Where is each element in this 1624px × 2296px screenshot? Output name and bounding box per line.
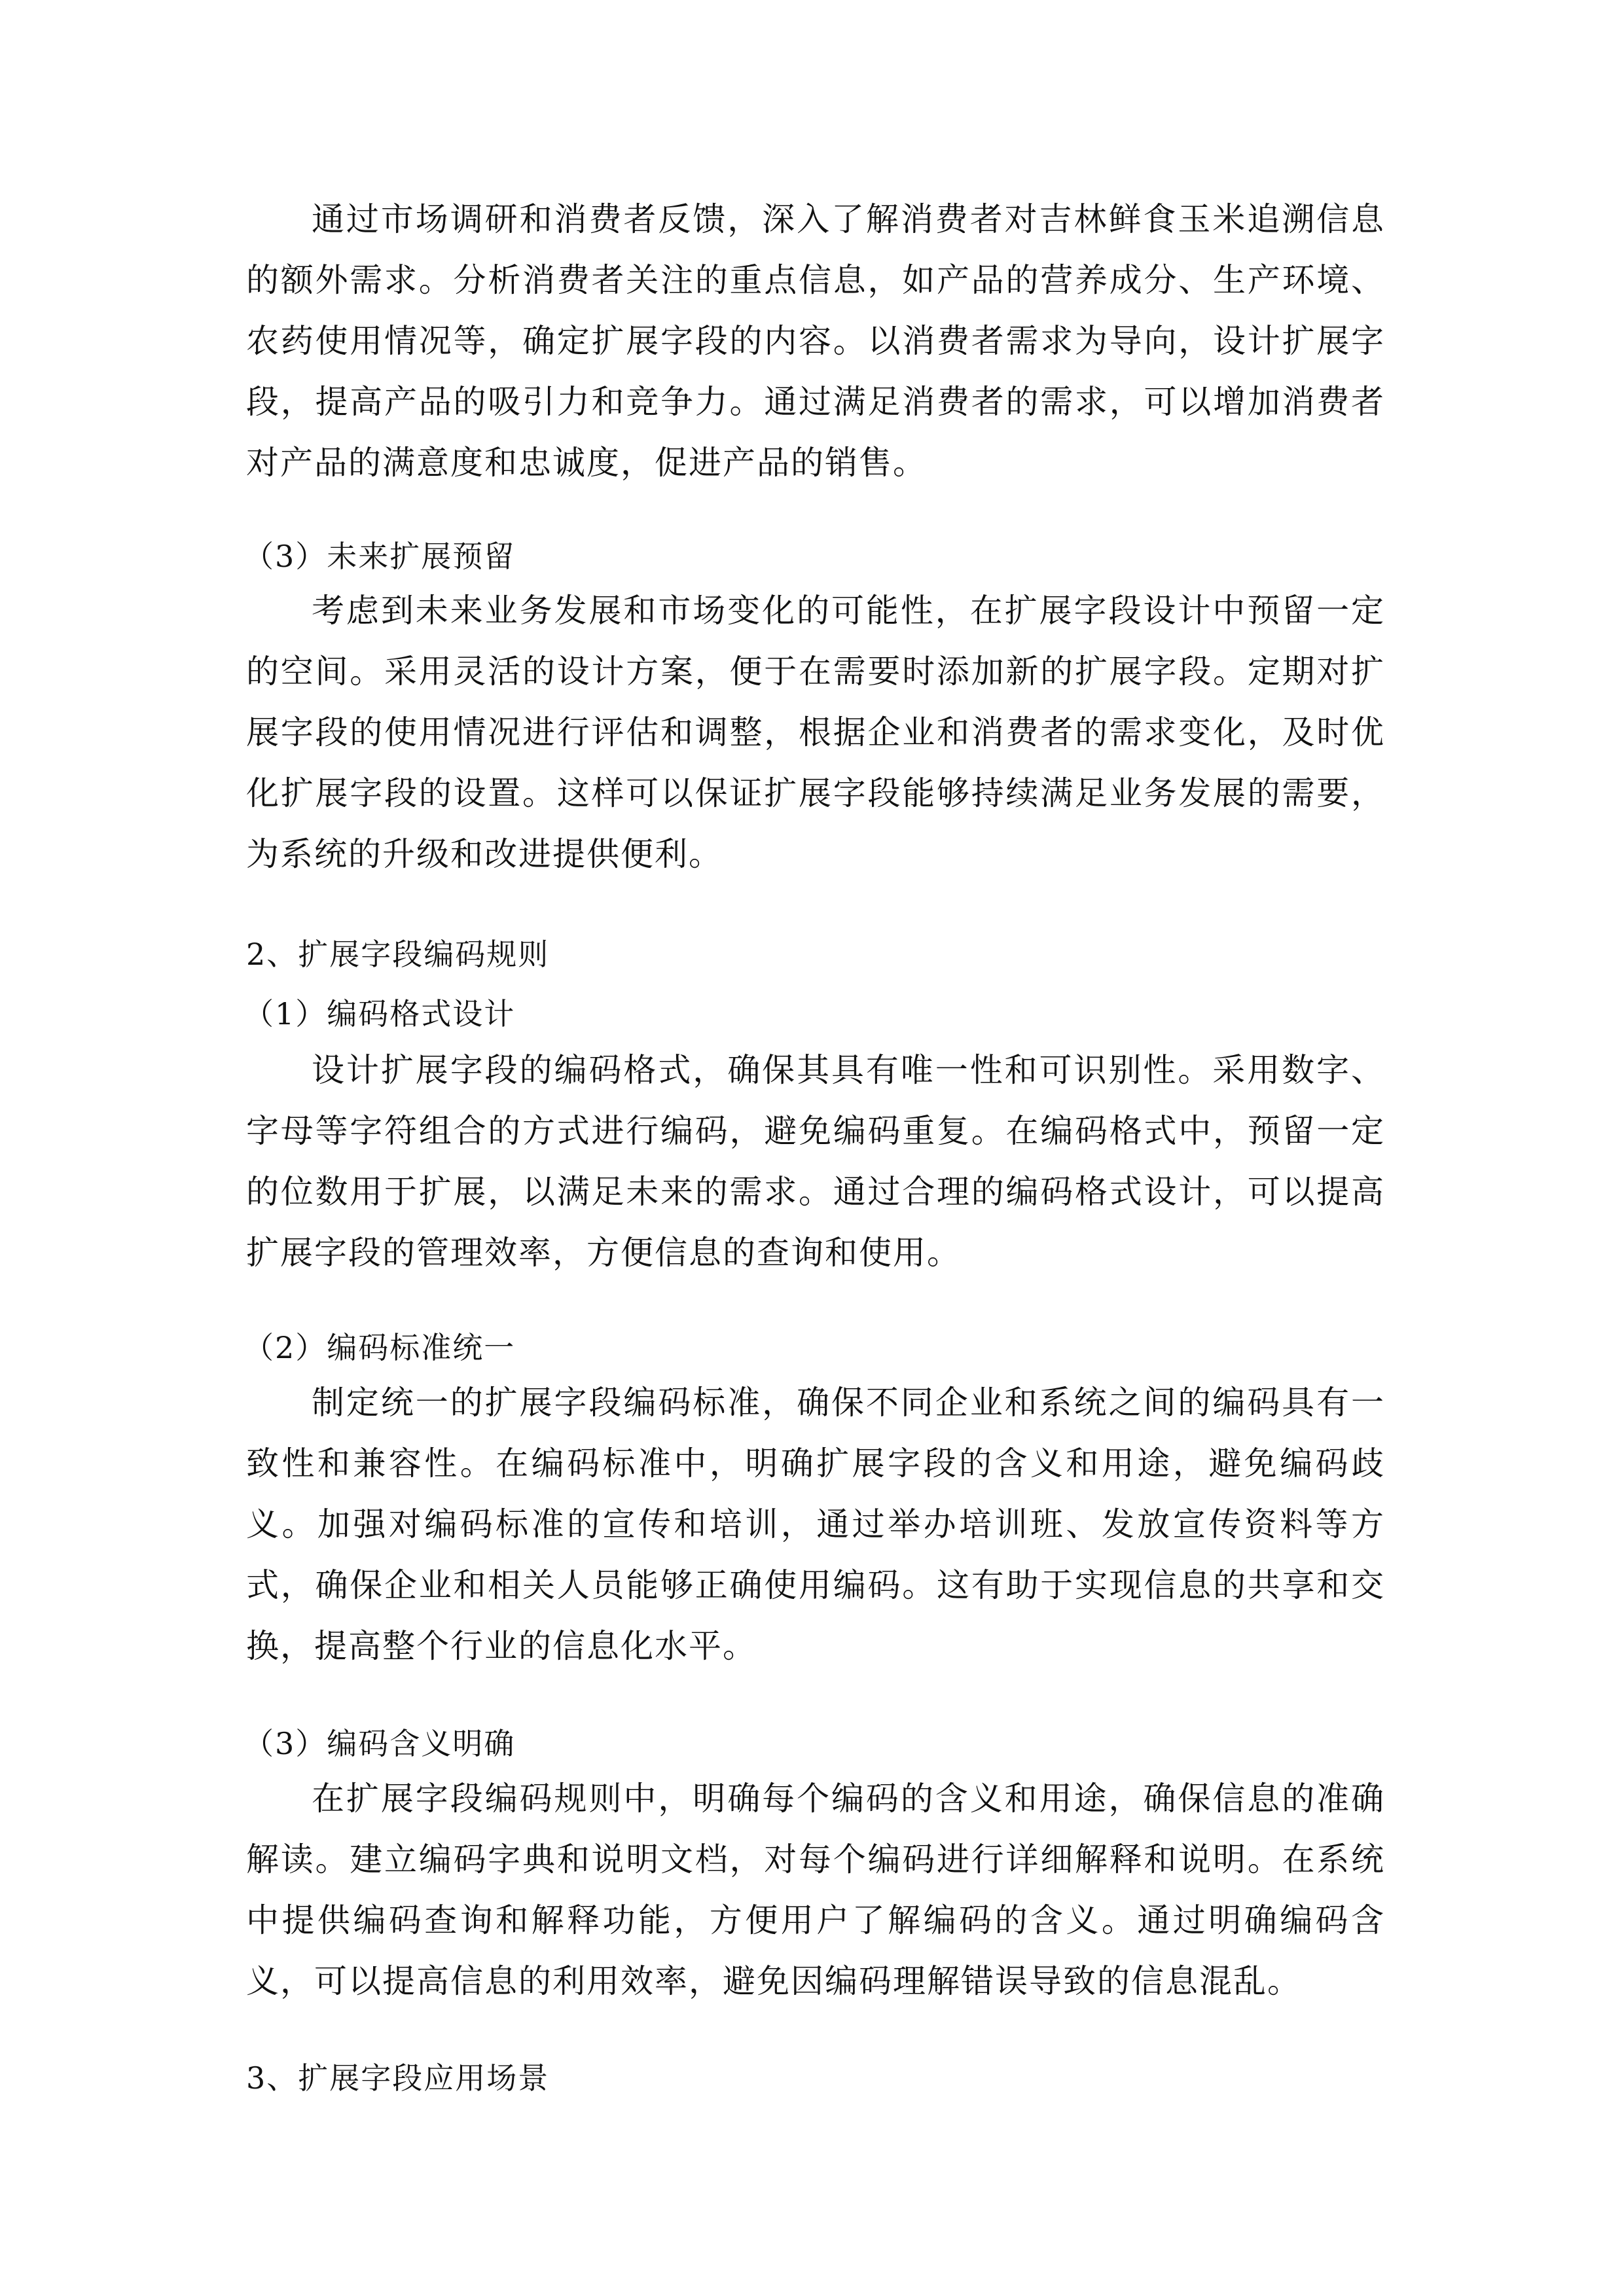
paragraph-consumer-needs — [246, 189, 1385, 493]
heading-future-reserve — [246, 537, 1385, 576]
paragraph-text: 通过市场调研和消费者反馈，深入了解消费者对吉林鲜食玉米追溯信息的额外需求。分析消费者关注的重点信息，如产品的营养成分、生产环境、农药使用情况等，确定扩展字段的内容。以消费者需求为导向，设计扩展字段，提高产品的吸引力和竞争力。通过满足消费者的需求，可以增加消费者对产品的满意度和忠诚度，促进产品的销售。 — [246, 200, 1385, 482]
heading-encoding-rules — [246, 935, 1385, 974]
heading-standard-unify — [246, 1328, 1385, 1367]
paragraph-text: 考虑到未来业务发展和市场变化的可能性，在扩展字段设计中预留一定的空间。采用灵活的设计方案，便于在需要时添加新的扩展字段。定期对扩展字段的使用情况进行评估和调整，根据企业和消费者的需求变化，及时优化扩展字段的设置。这样可以保证扩展字段能够持续满足业务发展的需要，为系统的升级和改进提供便利。 — [246, 592, 1385, 873]
heading-text: 3、扩展字段应用场景 — [246, 2060, 550, 2096]
heading-application-scenarios — [246, 2058, 1385, 2098]
paragraph-meaning-clear — [246, 1768, 1385, 2012]
paragraph-text: 制定统一的扩展字段编码标准，确保不同企业和系统之间的编码具有一致性和兼容性。在编码标准中，明确扩展字段的含义和用途，避免编码歧义。加强对编码标准的宣传和培训，通过举办培训班、发放宣传资料等方式，确保企业和相关人员能够正确使用编码。这有助于实现信息的共享和交换，提高整个行业的信息化水平。 — [246, 1384, 1385, 1665]
paragraph-format-design — [246, 1040, 1385, 1283]
heading-meaning-clear — [246, 1724, 1385, 1763]
heading-text: （2）编码标准统一 — [244, 1330, 516, 1365]
paragraph-standard-unify — [246, 1372, 1385, 1677]
heading-text: （1）编码格式设计 — [244, 996, 516, 1031]
heading-text: （3）未来扩展预留 — [244, 539, 516, 574]
heading-format-design — [246, 994, 1385, 1033]
paragraph-text: 设计扩展字段的编码格式，确保其具有唯一性和可识别性。采用数字、字母等字符组合的方式进行编码，避免编码重复。在编码格式中，预留一定的位数用于扩展，以满足未来的需求。通过合理的编码格式设计，可以提高扩展字段的管理效率，方便信息的查询和使用。 — [246, 1051, 1385, 1272]
heading-text: （3）编码含义明确 — [244, 1726, 516, 1761]
document-page — [246, 0, 1385, 2296]
paragraph-future-reserve — [246, 581, 1385, 885]
paragraph-text: 在扩展字段编码规则中，明确每个编码的含义和用途，确保信息的准确解读。建立编码字典和说明文档，对每个编码进行详细解释和说明。在系统中提供编码查询和解释功能，方便用户了解编码的含义。通过明确编码含义，可以提高信息的利用效率，避免因编码理解错误导致的信息混乱。 — [246, 1780, 1385, 2000]
heading-text: 2、扩展字段编码规则 — [246, 937, 550, 972]
